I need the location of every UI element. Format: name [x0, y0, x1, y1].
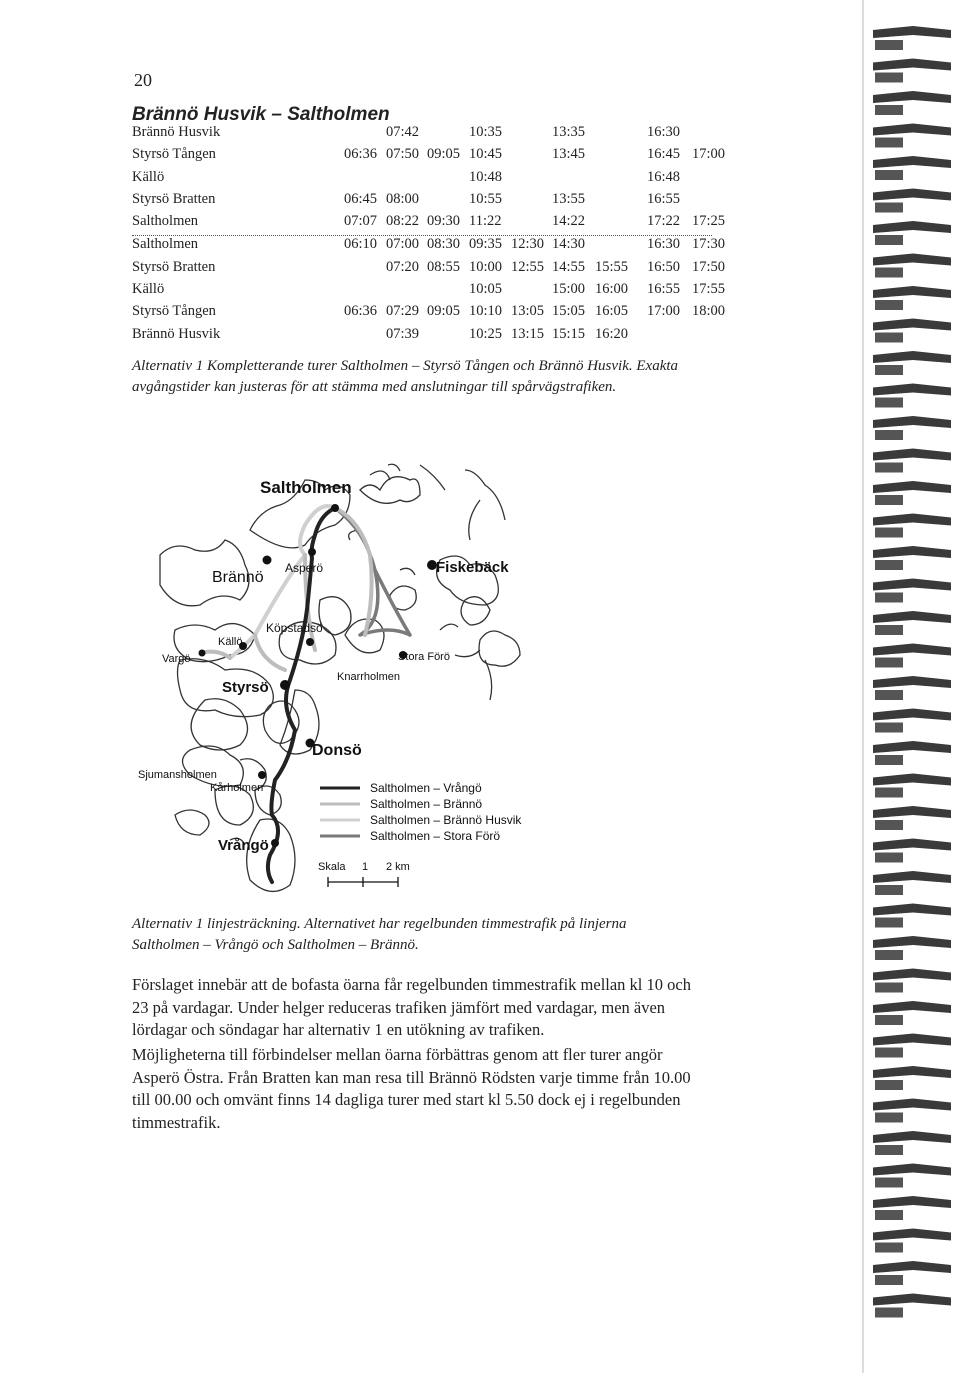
departure-time: 10:45 — [469, 146, 503, 163]
label-vrango: Vrångö — [218, 837, 269, 854]
stop-name: Källö — [132, 281, 165, 298]
label-karholmen: Kårholmen — [210, 782, 264, 794]
page-number: 20 — [134, 70, 152, 90]
stop-branno — [263, 556, 272, 565]
timetable-row — [132, 326, 712, 348]
stop-aspero — [308, 548, 316, 556]
departure-time: 16:50 — [647, 258, 681, 275]
stop-name: Styrsö Bratten — [132, 190, 216, 207]
binding-ring — [873, 449, 951, 473]
label-sjumansholmen: Sjumansholmen — [138, 769, 217, 781]
timetable-row — [132, 169, 712, 191]
binding-ring — [873, 514, 951, 538]
stop-styrso — [280, 680, 290, 690]
departure-time: 07:39 — [386, 325, 420, 342]
label-fiskeback: Fiskebäck — [436, 559, 509, 576]
departure-time: 08:00 — [386, 190, 420, 207]
departure-time: 10:25 — [469, 325, 503, 342]
departure-time: 07:00 — [386, 236, 420, 253]
departure-time: 15:55 — [595, 258, 629, 275]
departure-time: 08:55 — [427, 258, 461, 275]
binding-ring — [873, 611, 951, 635]
departure-time: 15:00 — [552, 281, 586, 298]
legend-label-husvik: Saltholmen – Brännö Husvik — [370, 813, 522, 827]
stop-karholmen — [258, 771, 266, 779]
stop-name: Brännö Husvik — [132, 124, 221, 140]
departure-time: 07:20 — [386, 258, 420, 275]
timetable-row — [132, 281, 726, 303]
timetable-row — [132, 236, 726, 258]
departure-time: 16:00 — [595, 281, 629, 298]
scale-2: 2 km — [386, 861, 410, 873]
departure-time: 08:30 — [427, 236, 461, 253]
stop-name: Saltholmen — [132, 213, 199, 230]
label-branno: Brännö — [212, 569, 264, 586]
departure-time: 10:10 — [469, 303, 503, 320]
stop-name: Styrsö Tången — [132, 303, 216, 320]
binding-ring — [873, 871, 951, 895]
binding-ring — [873, 1294, 951, 1318]
binding-ring — [873, 156, 951, 180]
departure-time: 17:50 — [692, 258, 726, 275]
coastline — [175, 810, 209, 835]
departure-time: 13:35 — [552, 124, 586, 140]
coastline — [191, 699, 247, 750]
label-vargo: Vargö — [162, 653, 191, 665]
departure-time: 06:45 — [344, 190, 378, 207]
caption-line: Alternativ 1 linjesträckning. Alternativet har regelbunden timmestrafik på linjerna — [132, 916, 627, 932]
legend-label-vrango: Saltholmen – Vrångö — [370, 781, 482, 795]
departure-time: 13:05 — [511, 303, 545, 320]
page-heading: Brännö Husvik – Saltholmen — [132, 104, 390, 125]
legend-label-branno: Saltholmen – Brännö — [370, 797, 483, 811]
timetable-row — [132, 124, 712, 146]
binding-ring — [873, 351, 951, 375]
legend-lines — [320, 788, 360, 836]
label-knarrholmen: Knarrholmen — [337, 671, 400, 683]
departure-time: 12:30 — [511, 236, 545, 253]
binding-ring — [873, 26, 951, 50]
coastline — [360, 477, 420, 504]
departure-time: 15:05 — [552, 303, 586, 320]
timetable-caption — [132, 356, 678, 398]
timetable-row — [132, 191, 712, 213]
departure-time: 09:05 — [427, 303, 461, 320]
binding-ring — [873, 189, 951, 213]
binding-ring — [873, 1229, 951, 1253]
departure-time: 09:05 — [427, 146, 461, 163]
binding-ring — [873, 1196, 951, 1220]
departure-time: 06:36 — [344, 303, 378, 320]
binding-ring — [873, 1164, 951, 1188]
binding-ring — [873, 59, 951, 83]
departure-time: 10:55 — [469, 190, 503, 207]
stop-saltholmen — [331, 504, 339, 512]
label-styrso: Styrsö — [222, 679, 269, 696]
binding-ring — [873, 644, 951, 668]
binding-ring — [873, 1131, 951, 1155]
label-saltholmen: Saltholmen — [260, 478, 352, 497]
binding-ring — [873, 969, 951, 993]
departure-time: 13:15 — [511, 325, 545, 342]
departure-time: 13:45 — [552, 146, 586, 163]
stop-name: Källö — [132, 168, 165, 185]
departure-time: 15:15 — [552, 325, 586, 342]
binding-ring — [873, 709, 951, 733]
stop-vrango — [271, 839, 279, 847]
departure-time: 12:55 — [511, 258, 545, 275]
label-stora-foro: Stora Förö — [398, 651, 450, 663]
binding-ring — [873, 286, 951, 310]
departure-time: 16:45 — [647, 146, 681, 163]
departure-time: 10:48 — [469, 168, 503, 185]
binding-ring — [873, 1034, 951, 1058]
label-kopstadso: Köpstadsö — [266, 621, 323, 635]
paragraph: Förslaget innebär att de bofasta öarna får regelbunden timmestrafik mellan kl 10 och 23 på vardagar. Under helger reduceras trafiken jämfört med vardagar, men även lördagar och söndagar har alternativ 1 en utökning av trafiken. — [132, 975, 691, 1039]
binding-ring — [873, 546, 951, 570]
binding-ring — [873, 124, 951, 148]
binding-ring — [873, 221, 951, 245]
departure-time: 17:00 — [647, 303, 681, 320]
binding-ring — [873, 481, 951, 505]
departure-time: 17:30 — [692, 236, 726, 253]
departure-time: 18:00 — [692, 303, 726, 320]
caption-line: Alternativ 1 Kompletterande turer Saltholmen – Styrsö Tången och Brännö Husvik. Exakta — [132, 358, 679, 374]
label-kallo: Källö — [218, 636, 243, 648]
stop-name: Brännö Husvik — [132, 325, 221, 342]
departure-time: 16:30 — [647, 124, 681, 140]
binding-ring — [873, 91, 951, 115]
departure-time: 07:42 — [386, 124, 420, 140]
coastline — [349, 530, 415, 575]
departure-time: 14:22 — [552, 213, 586, 230]
binding-ring — [873, 384, 951, 408]
binding-ring — [873, 319, 951, 343]
binding-ring — [873, 254, 951, 278]
departure-time: 16:05 — [595, 303, 629, 320]
coastline — [370, 464, 400, 480]
scale-label: Skala — [318, 861, 346, 873]
departure-time: 16:30 — [647, 236, 681, 253]
departure-time: 11:22 — [469, 213, 502, 230]
paragraph: Möjligheterna till förbindelser mellan öarna förbättras genom att fler turer angör Asperö Östra. Från Bratten kan man resa till Brännö Rödsten varje timme från 10.00 till 00.00 och omvänt finns 14 dagliga turer med start kl 5.50 dock ej i regelbunden timmestrafik. — [132, 1045, 691, 1132]
departure-time: 14:55 — [552, 258, 586, 275]
binding-ring — [873, 1099, 951, 1123]
stop-vargo — [199, 650, 206, 657]
binding-ring — [873, 806, 951, 830]
binding-ring — [873, 416, 951, 440]
departure-time: 17:25 — [692, 213, 726, 230]
binding-ring — [873, 1001, 951, 1025]
spiral-binding — [855, 0, 960, 1373]
legend-label-foro: Saltholmen – Stora Förö — [370, 829, 501, 843]
departure-time: 06:10 — [344, 236, 378, 253]
departure-time: 07:07 — [344, 213, 378, 230]
binding-ring — [873, 904, 951, 928]
departure-time: 07:50 — [386, 146, 420, 163]
caption-line: Saltholmen – Vrångö och Saltholmen – Brännö. — [132, 937, 419, 953]
departure-time: 16:20 — [595, 325, 629, 342]
departure-time: 10:00 — [469, 258, 503, 275]
binding-ring — [873, 839, 951, 863]
stop-name: Saltholmen — [132, 236, 199, 253]
coastline — [319, 597, 351, 635]
timetable-row — [132, 258, 726, 281]
binding-ring — [873, 1261, 951, 1285]
departure-time: 16:55 — [647, 190, 681, 207]
departure-time: 10:05 — [469, 281, 503, 298]
stop-kopstadso — [306, 638, 314, 646]
binding-ring — [873, 1066, 951, 1090]
departure-time: 17:55 — [692, 281, 726, 298]
coastline — [420, 465, 505, 540]
binding-ring — [873, 741, 951, 765]
stop-name: Styrsö Bratten — [132, 258, 216, 275]
stop-name: Styrsö Tången — [132, 146, 216, 163]
departure-time: 06:36 — [344, 146, 378, 163]
departure-time: 09:30 — [427, 213, 461, 230]
scale-1: 1 — [362, 861, 369, 873]
timetable-row — [132, 146, 726, 168]
coastline — [461, 597, 490, 625]
map-caption — [132, 914, 627, 956]
route-map — [120, 460, 710, 900]
caption-line: avgångstider kan justeras för att stämma med anslutningar till spårvägstrafiken. — [132, 379, 617, 395]
label-donso: Donsö — [312, 742, 362, 759]
departure-time: 17:00 — [692, 146, 726, 163]
departure-time: 10:35 — [469, 124, 503, 140]
binding-ring — [873, 579, 951, 603]
timetable-row — [132, 213, 726, 236]
scale-bar — [328, 877, 398, 887]
departure-time: 14:30 — [552, 236, 586, 253]
binding-ring — [873, 676, 951, 700]
binding-ring — [873, 774, 951, 798]
departure-time: 08:22 — [386, 213, 420, 230]
departure-time: 16:48 — [647, 168, 681, 185]
label-aspero: Asperö — [285, 561, 324, 575]
binding-ring — [873, 936, 951, 960]
departure-time: 09:35 — [469, 236, 503, 253]
departure-time: 17:22 — [647, 213, 681, 230]
timetable — [132, 124, 726, 348]
departure-time: 16:55 — [647, 281, 681, 298]
timetable-row — [132, 303, 726, 325]
departure-time: 07:29 — [386, 303, 420, 320]
departure-time: 13:55 — [552, 190, 586, 207]
